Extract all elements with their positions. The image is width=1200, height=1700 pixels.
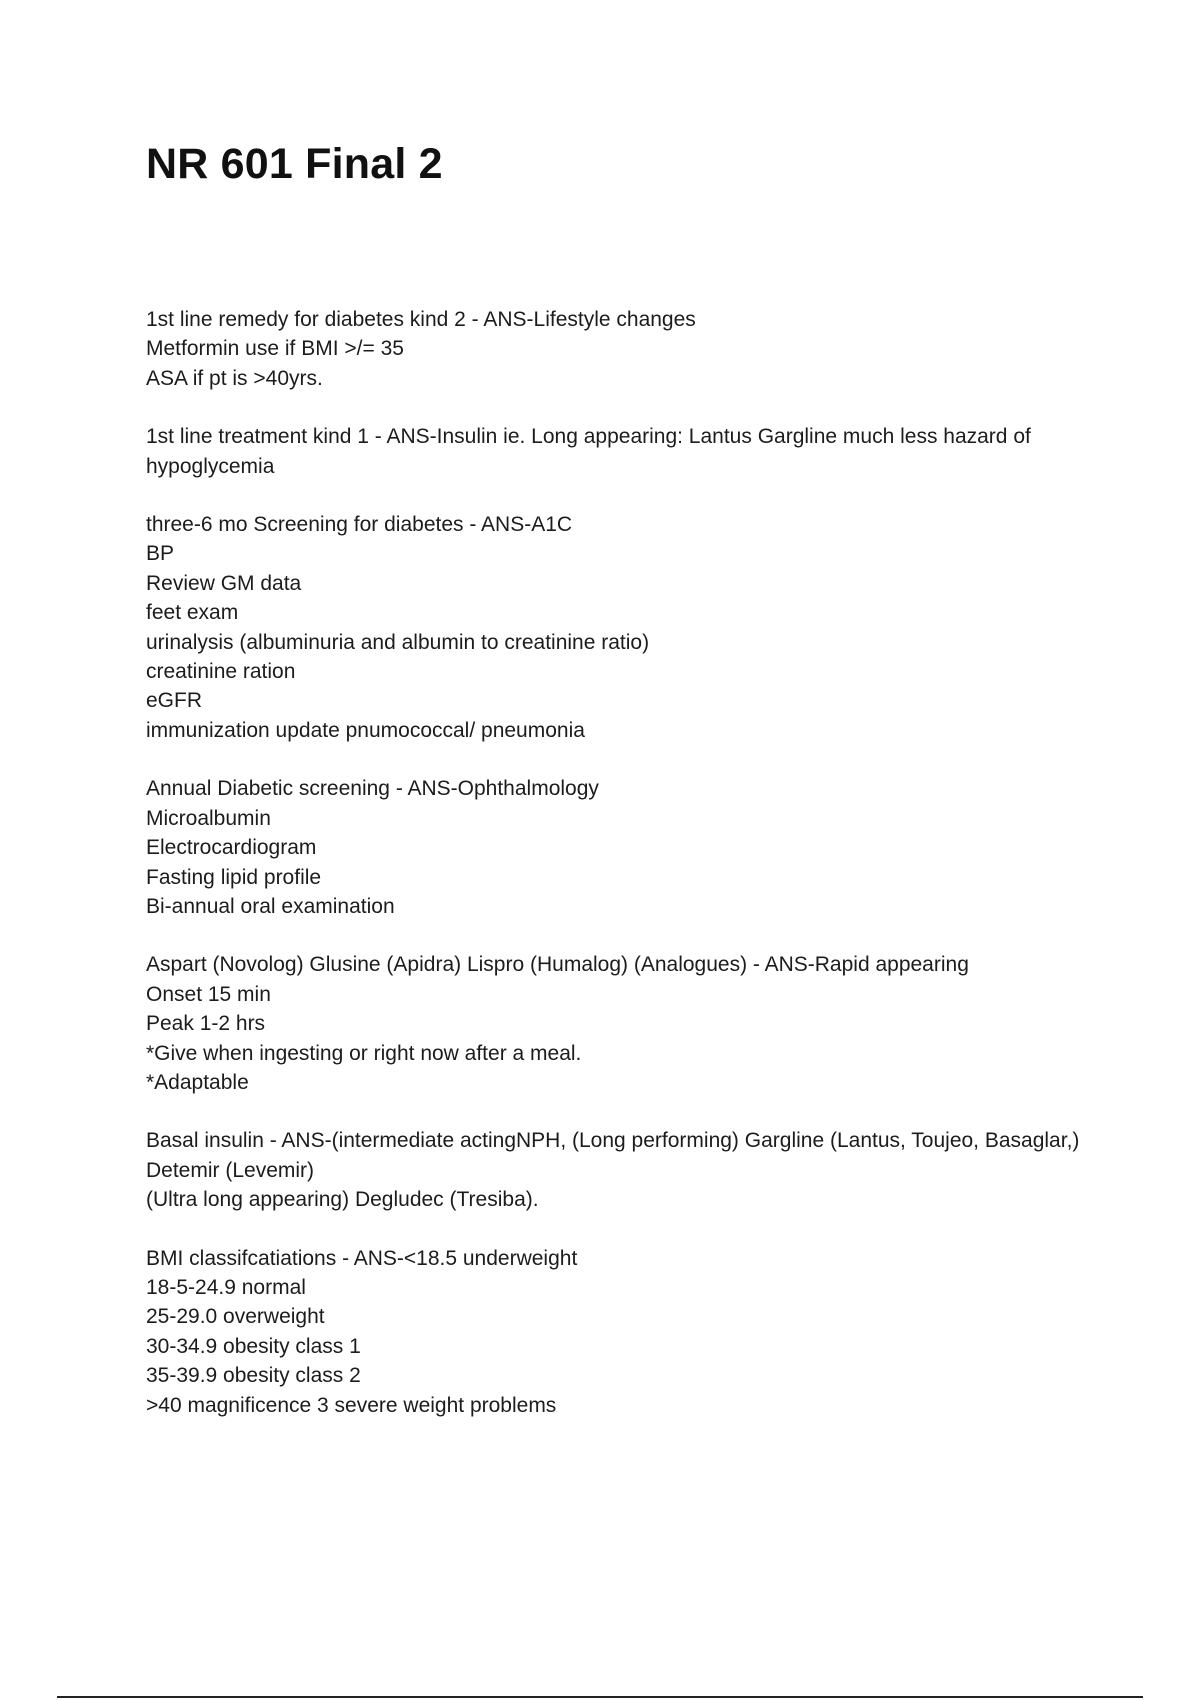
- note-section-screening: [146, 510, 1096, 745]
- note-line: Aspart (Novolog) Glusine (Apidra) Lispro (Humalog) (Analogues) - ANS-Rapid appearing: [146, 953, 969, 977]
- note-line: feet exam: [146, 601, 239, 625]
- note-line: ASA if pt is >40yrs.: [146, 366, 323, 390]
- note-line: Peak 1-2 hrs: [146, 1012, 266, 1036]
- note-line: >40 magnificence 3 severe weight problems: [146, 1393, 557, 1417]
- note-line: Bi-annual oral examination: [146, 894, 395, 918]
- note-line: 30-34.9 obesity class 1: [146, 1334, 361, 1358]
- document-body: [146, 305, 1096, 1449]
- note-line: 1st line treatment kind 1 - ANS-Insulin ie. Long appearing: Lantus Gargline much less hazard of hypoglycemia: [146, 425, 1031, 478]
- note-line: 25-29.0 overweight: [146, 1305, 325, 1329]
- note-section-annual-screening: [146, 774, 1096, 921]
- note-section-type1-treatment: [146, 422, 1096, 481]
- note-line: 1st line remedy for diabetes kind 2 - ANS-Lifestyle changes: [146, 308, 696, 331]
- note-line: three-6 mo Screening for diabetes - ANS-A1C: [146, 513, 573, 537]
- note-section-bmi: [146, 1244, 1096, 1420]
- note-line: urinalysis (albuminuria and albumin to creatinine ratio): [146, 630, 650, 654]
- footer-divider: [57, 1696, 1143, 1698]
- page-title: NR 601 Final 2: [146, 140, 443, 188]
- note-line: 18-5-24.9 normal: [146, 1275, 306, 1299]
- note-line: Basal insulin - ANS-(intermediate actingNPH, (Long performing) Gargline (Lantus, Toujeo, Basaglar,) Detemir (Levemir): [146, 1129, 1080, 1182]
- note-line: BMI classifcatiations - ANS-<18.5 underweight: [146, 1246, 578, 1270]
- note-line: Annual Diabetic screening - ANS-Ophthalmology: [146, 777, 599, 801]
- note-line: Microalbumin: [146, 806, 271, 830]
- note-line: (Ultra long appearing) Degludec (Tresiba).: [146, 1188, 539, 1212]
- note-section-type2-treatment: [146, 305, 1096, 393]
- note-line: Metformin use if BMI >/= 35: [146, 337, 404, 361]
- note-line: eGFR: [146, 689, 203, 713]
- note-line: *Give when ingesting or right now after a meal.: [146, 1041, 582, 1065]
- note-line: *Adaptable: [146, 1070, 249, 1094]
- note-line: Onset 15 min: [146, 982, 271, 1006]
- note-line: creatinine ration: [146, 660, 296, 684]
- note-line: immunization update pnumococcal/ pneumonia: [146, 718, 585, 742]
- note-line: Electrocardiogram: [146, 836, 317, 860]
- note-line: Review GM data: [146, 571, 302, 595]
- note-line: BP: [146, 542, 175, 566]
- note-section-basal-insulin: [146, 1126, 1096, 1214]
- note-line: 35-39.9 obesity class 2: [146, 1364, 361, 1388]
- note-line: Fasting lipid profile: [146, 865, 322, 889]
- note-section-rapid-insulin: [146, 950, 1096, 1097]
